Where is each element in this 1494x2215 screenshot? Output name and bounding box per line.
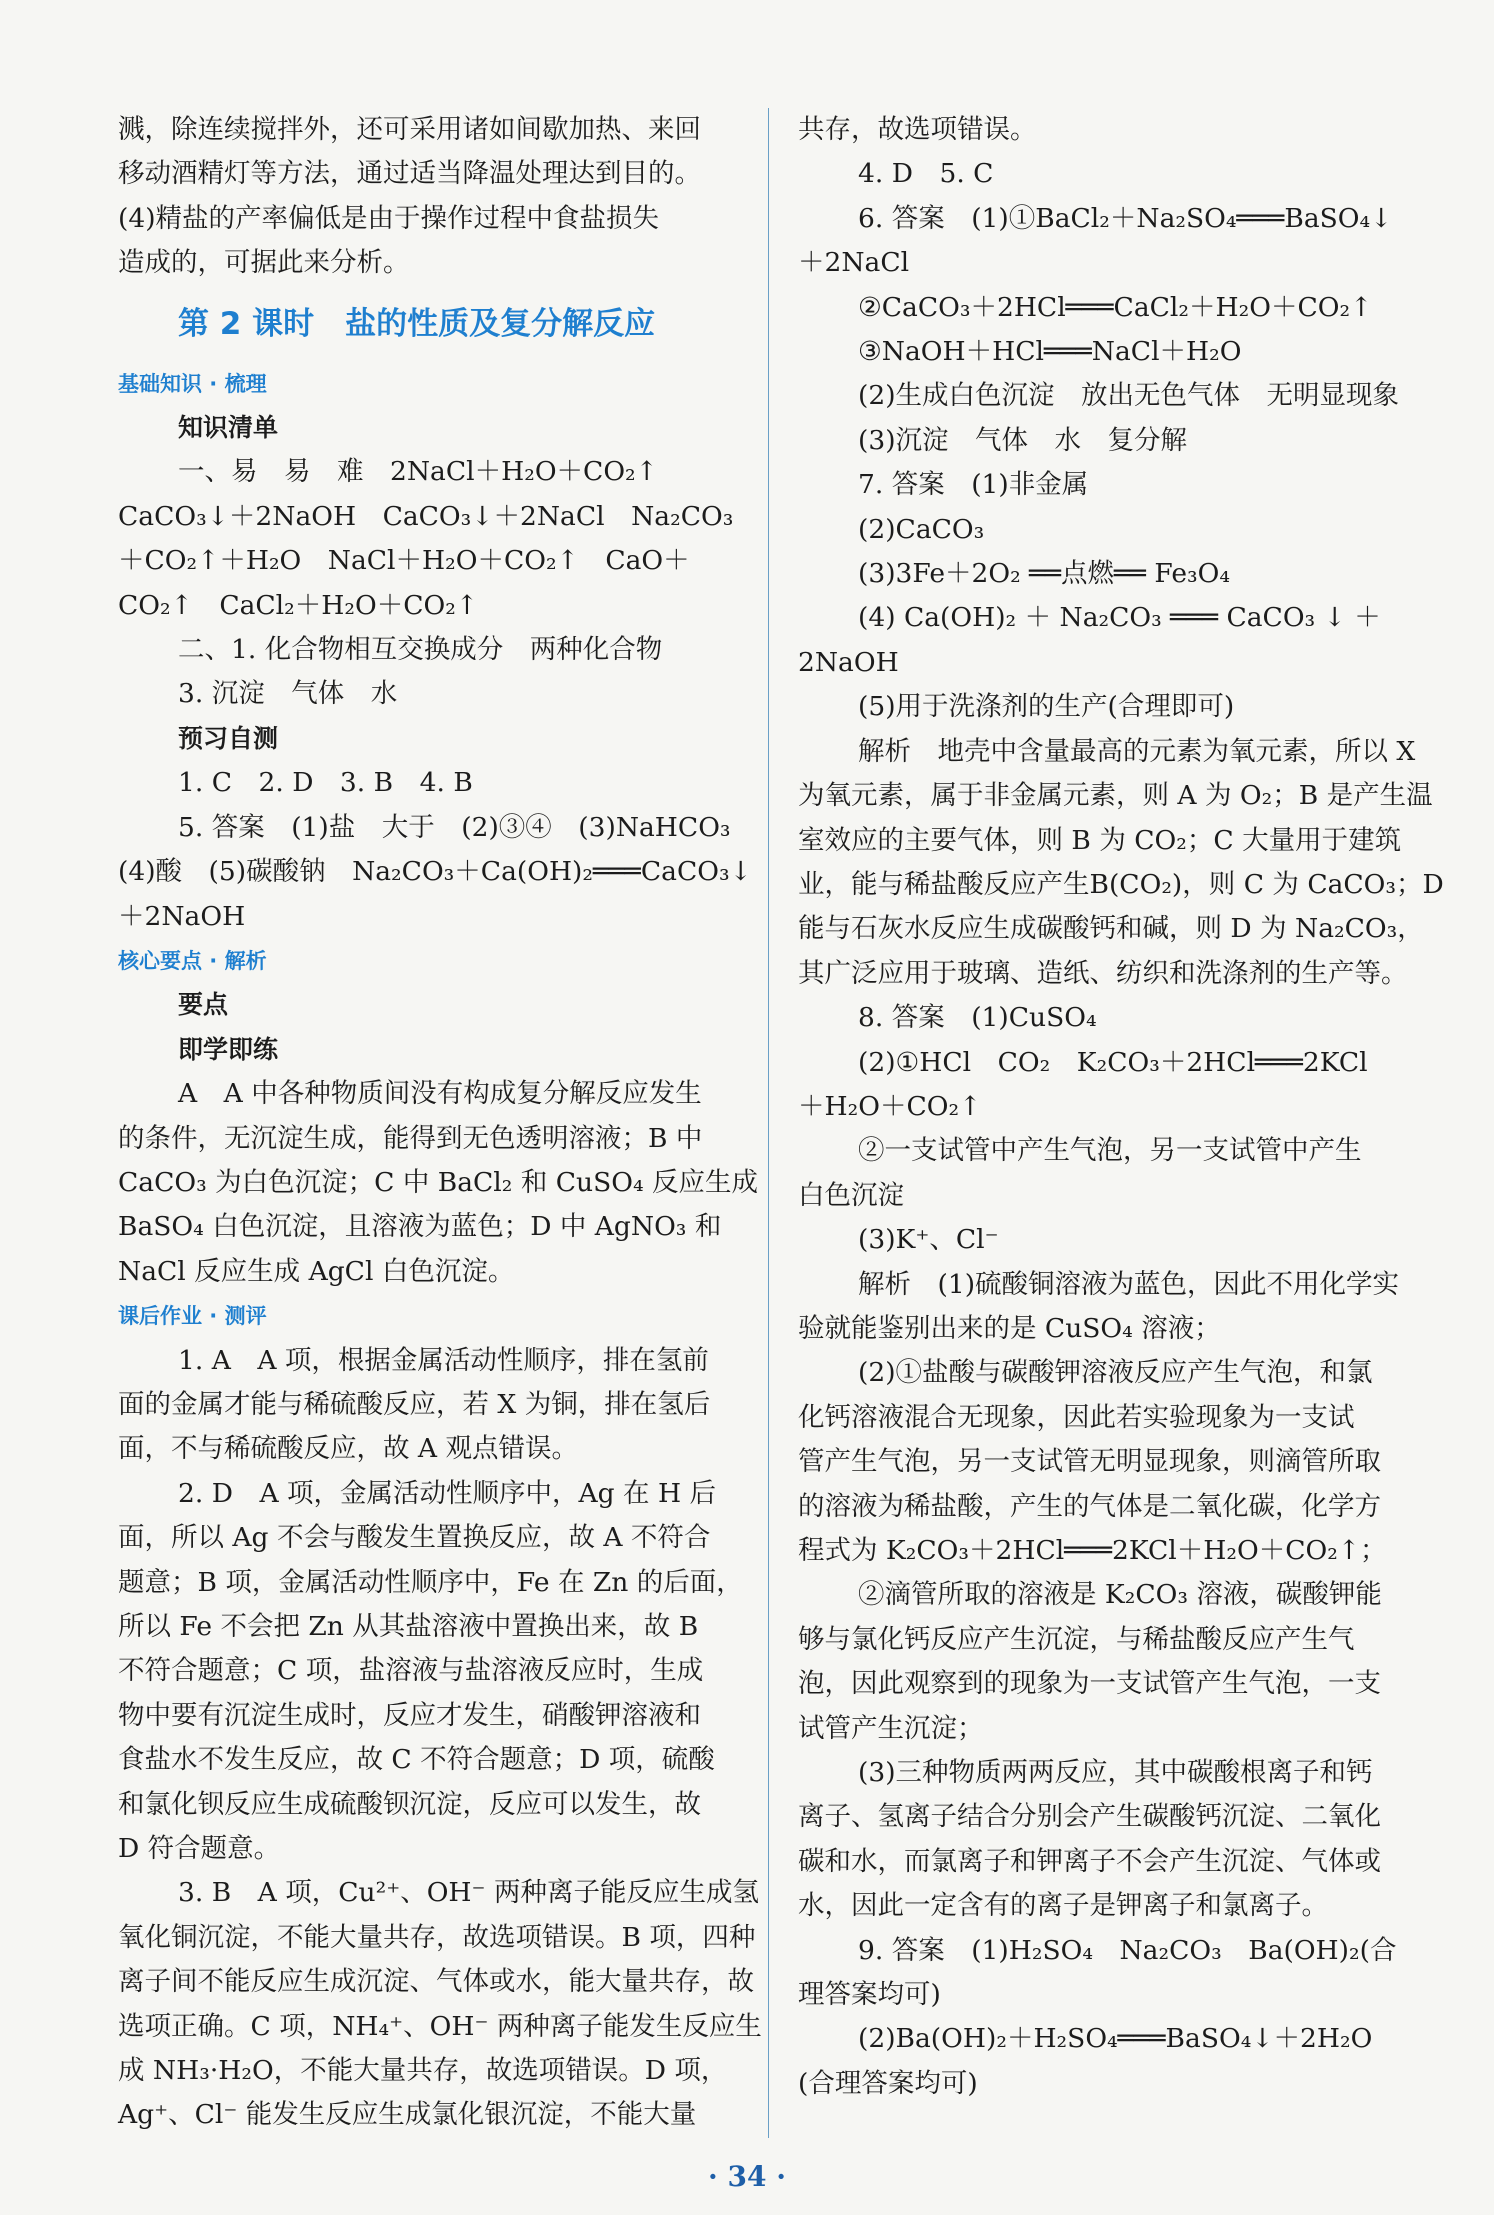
heading-points: 要点 xyxy=(178,990,229,1020)
text-line: 碳和水，而氯离子和钾离子不会产生沉淀、气体或 xyxy=(798,1845,1381,1877)
text-line: 3. 沉淀 气体 水 xyxy=(178,678,398,710)
text-line: CO₂↑ CaCl₂＋H₂O＋CO₂↑ xyxy=(118,589,479,621)
text-line: NaCl 反应生成 AgCl 白色沉淀。 xyxy=(118,1255,515,1287)
text-line: (3)K⁺、Cl⁻ xyxy=(858,1224,999,1256)
text-line: 二、1. 化合物相互交换成分 两种化合物 xyxy=(178,634,663,666)
text-line: 3. B A 项，Cu²⁺、OH⁻ 两种离子能反应生成氢 xyxy=(178,1877,759,1909)
text-line: ＋H₂O＋CO₂↑ xyxy=(798,1090,982,1122)
text-line: 面，所以 Ag 不会与酸发生置换反应，故 A 不符合 xyxy=(118,1522,711,1554)
text-line: ②滴管所取的溶液是 K₂CO₃ 溶液，碳酸钾能 xyxy=(858,1579,1382,1611)
text-line: ＋2NaCl xyxy=(798,247,910,279)
text-line: 业，能与稀盐酸反应产生B(CO₂)，则 C 为 CaCO₃；D xyxy=(798,868,1444,900)
text-line: 能与石灰水反应生成碳酸钙和碱，则 D 为 Na₂CO₃， xyxy=(798,913,1424,945)
text-line: 4. D 5. C xyxy=(858,158,994,190)
text-line: 食盐水不发生反应，故 C 不符合题意；D 项，硫酸 xyxy=(118,1744,715,1776)
text-line: (2)Ba(OH)₂＋H₂SO₄═══BaSO₄↓＋2H₂O xyxy=(858,2023,1373,2055)
text-line: 和氯化钡反应生成硫酸钡沉淀，反应可以发生，故 xyxy=(118,1788,701,1820)
heading-basic-knowledge: 基础知识 · 梳理 xyxy=(118,371,267,396)
text-line: Ag⁺、Cl⁻ 能发生反应生成氯化银沉淀，不能大量 xyxy=(118,2099,697,2131)
text-line: ＋2NaOH xyxy=(118,900,246,932)
heading-preview-test: 预习自测 xyxy=(178,723,279,753)
text-line: ＋CO₂↑＋H₂O NaCl＋H₂O＋CO₂↑ CaO＋ xyxy=(118,545,690,577)
text-line: 面，不与稀硫酸反应，故 A 观点错误。 xyxy=(118,1433,578,1465)
heading-after-class: 课后作业 · 测评 xyxy=(118,1304,267,1329)
text-line: 氧化铜沉淀，不能大量共存，故选项错误。B 项，四种 xyxy=(118,1921,756,1953)
text-line: 够与氯化钙反应产生沉淀，与稀盐酸反应产生气 xyxy=(798,1623,1355,1655)
text-line: (2)生成白色沉淀 放出无色气体 无明显现象 xyxy=(858,380,1400,412)
text-line: 所以 Fe 不会把 Zn 从其盐溶液中置换出来，故 B xyxy=(118,1611,699,1642)
text-line: 面的金属才能与稀硫酸反应，若 X 为铜，排在氢后 xyxy=(118,1388,711,1420)
text-line: 管产生气泡，另一支试管无明显现象，则滴管所取 xyxy=(798,1446,1381,1478)
text-line: 物中要有沉淀生成时，反应才发生，硝酸钾溶液和 xyxy=(118,1699,701,1731)
text-line: 7. 答案 (1)非金属 xyxy=(858,469,1089,501)
text-line: 室效应的主要气体，则 B 为 CO₂；C 大量用于建筑 xyxy=(798,824,1402,856)
page-number: · 34 · xyxy=(708,2160,786,2193)
text-line: 解析 地壳中含量最高的元素为氧元素，所以 X xyxy=(858,735,1416,767)
text-line: 程式为 K₂CO₃＋2HCl═══2KCl＋H₂O＋CO₂↑； xyxy=(798,1535,1387,1566)
text-line: 白色沉淀 xyxy=(798,1179,904,1211)
text-line: (4)酸 (5)碳酸钠 Na₂CO₃＋Ca(OH)₂═══CaCO₃↓ xyxy=(118,856,752,888)
text-line: BaSO₄ 白色沉淀，且溶液为蓝色；D 中 AgNO₃ 和 xyxy=(118,1211,722,1243)
text-line: 1. C 2. D 3. B 4. B xyxy=(178,767,473,799)
text-line: 理答案均可) xyxy=(798,1979,941,2011)
text-line: 2NaOH xyxy=(798,646,899,678)
heading-practice: 即学即练 xyxy=(178,1034,279,1064)
text-line: (4)精盐的产率偏低是由于操作过程中食盐损失 xyxy=(118,202,660,234)
section-title: 第 2 课时 盐的性质及复分解反应 xyxy=(178,305,656,342)
text-line: 共存，故选项错误。 xyxy=(798,114,1037,145)
text-line: 解析 (1)硫酸铜溶液为蓝色，因此不用化学实 xyxy=(858,1268,1400,1300)
text-line: (2)CaCO₃ xyxy=(858,513,985,545)
text-line: (3)沉淀 气体 水 复分解 xyxy=(858,424,1188,456)
text-line: ②一支试管中产生气泡，另一支试管中产生 xyxy=(858,1135,1362,1167)
text-line: 5. 答案 (1)盐 大于 (2)③④ (3)NaHCO₃ xyxy=(178,811,731,843)
text-line: (合理答案均可) xyxy=(798,2067,978,2099)
text-line: 2. D A 项，金属活动性顺序中，Ag 在 H 后 xyxy=(178,1477,716,1509)
text-line: ②CaCO₃＋2HCl═══CaCl₂＋H₂O＋CO₂↑ xyxy=(858,291,1373,323)
text-line: 题意；B 项，金属活动性顺序中，Fe 在 Zn 的后面， xyxy=(118,1566,743,1598)
text-line: 移动酒精灯等方法，通过适当降温处理达到目的。 xyxy=(118,158,701,190)
text-line: (2)①HCl CO₂ K₂CO₃＋2HCl═══2KCl xyxy=(858,1046,1368,1078)
text-line: ③NaOH＋HCl═══NaCl＋H₂O xyxy=(858,336,1242,368)
text-line: A A 中各种物质间没有构成复分解反应发生 xyxy=(178,1078,702,1110)
text-line: 6. 答案 (1)①BaCl₂＋Na₂SO₄═══BaSO₄↓ xyxy=(858,202,1393,234)
text-line: 验就能鉴别出来的是 CuSO₄ 溶液； xyxy=(798,1312,1221,1344)
text-line: 一、易 易 难 2NaCl＋H₂O＋CO₂↑ xyxy=(178,456,658,488)
right-column xyxy=(798,108,1444,2106)
text-line: 选项正确。C 项，NH₄⁺、OH⁻ 两种离子能发生反应生 xyxy=(118,2010,762,2042)
column-divider xyxy=(768,108,769,2138)
text-line: (3)3Fe＋2O₂ ══点燃══ Fe₃O₄ xyxy=(858,558,1230,590)
text-line: D 符合题意。 xyxy=(118,1833,281,1865)
text-line: 不符合题意；C 项，盐溶液与盐溶液反应时，生成 xyxy=(118,1655,704,1687)
text-line: 的溶液为稀盐酸，产生的气体是二氧化碳，化学方 xyxy=(798,1490,1381,1522)
text-line: 化钙溶液混合无现象，因此若实验现象为一支试 xyxy=(798,1401,1355,1433)
left-column xyxy=(118,108,762,2138)
text-line: 离子间不能反应生成沉淀、气体或水，能大量共存，故 xyxy=(118,1966,754,1998)
text-line: 造成的，可据此来分析。 xyxy=(118,247,410,279)
text-line: 离子、氢离子结合分别会产生碳酸钙沉淀、二氧化 xyxy=(798,1801,1381,1833)
text-line: (2)①盐酸与碳酸钾溶液反应产生气泡，和氯 xyxy=(858,1357,1373,1389)
text-line: 泡，因此观察到的现象为一支试管产生气泡，一支 xyxy=(798,1668,1381,1700)
text-line: 试管产生沉淀； xyxy=(798,1712,984,1744)
text-line: 1. A A 项，根据金属活动性顺序，排在氢前 xyxy=(178,1344,709,1376)
text-line: CaCO₃↓＋2NaOH CaCO₃↓＋2NaCl Na₂CO₃ xyxy=(118,500,734,532)
text-line: 9. 答案 (1)H₂SO₄ Na₂CO₃ Ba(OH)₂(合 xyxy=(858,1934,1397,1966)
heading-core-points: 核心要点 · 解析 xyxy=(118,948,267,973)
text-line: 的条件，无沉淀生成，能得到无色透明溶液；B 中 xyxy=(118,1122,703,1154)
text-line: 溅，除连续搅拌外，还可采用诸如间歇加热、来回 xyxy=(118,114,701,145)
text-line: 水，因此一定含有的离子是钾离子和氯离子。 xyxy=(798,1890,1328,1922)
text-line: 为氧元素，属于非金属元素，则 A 为 O₂；B 是产生温 xyxy=(798,780,1433,812)
heading-knowledge-list: 知识清单 xyxy=(178,413,279,443)
text-line: 其广泛应用于玻璃、造纸、纺织和洗涤剂的生产等。 xyxy=(798,957,1408,989)
text-line: 8. 答案 (1)CuSO₄ xyxy=(858,1002,1097,1034)
text-line: CaCO₃ 为白色沉淀；C 中 BaCl₂ 和 CuSO₄ 反应生成 xyxy=(118,1166,759,1198)
text-line: (4) Ca(OH)₂ ＋ Na₂CO₃ ═══ CaCO₃ ↓ ＋ xyxy=(858,602,1381,634)
text-line: (3)三种物质两两反应，其中碳酸根离子和钙 xyxy=(858,1757,1373,1789)
text-line: 成 NH₃·H₂O，不能大量共存，故选项错误。D 项， xyxy=(118,2055,728,2087)
text-line: (5)用于洗涤剂的生产(合理即可) xyxy=(858,691,1235,723)
